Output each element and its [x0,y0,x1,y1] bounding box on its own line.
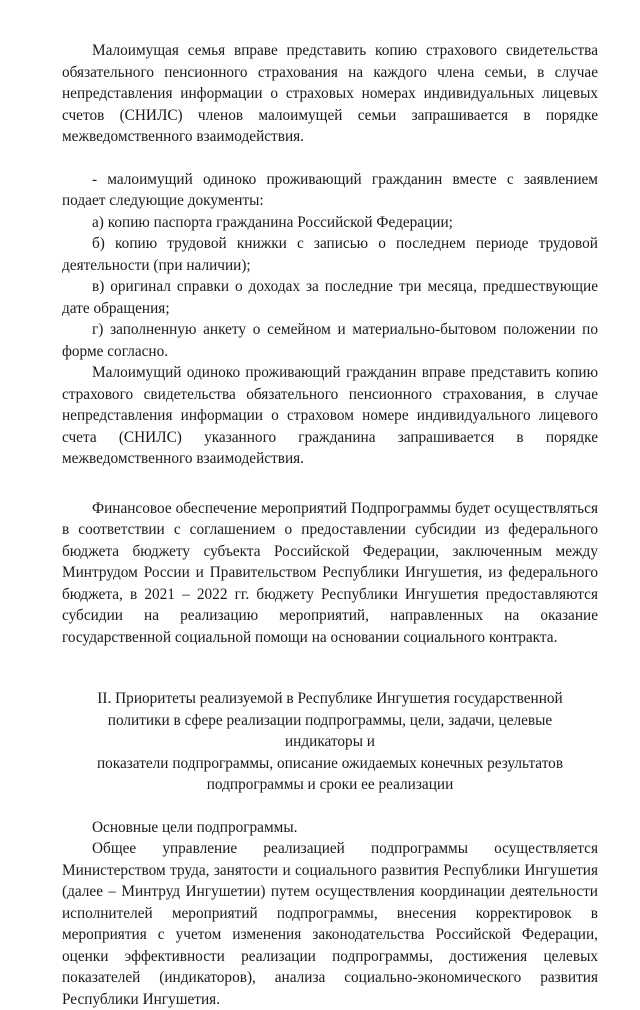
spacer [62,796,598,817]
list-item-income-certificate: в) оригинал справки о доходах за последние три месяца, предшествующие дате обращения; [62,278,598,317]
paragraph-goals-title: Основные цели подпрограммы. [92,818,298,836]
spacer [62,676,598,688]
document-page [62,40,598,1010]
spacer [62,148,598,169]
section-heading-line: политики в сфере реализации подпрограммы, цели, задачи, целевые индикаторы и [107,711,553,750]
list-item-work-book: б) копию трудовой книжки с записью о последнем периоде трудовой деятельности (при наличии); [62,235,598,274]
paragraph-family-snils: Малоимущая семья вправе представить копию страхового свидетельства обязательного пенсионного страхования на каждого члена семьи, в случае непредставления информации о страховых номерах индивидуальных лицевых счетов (СНИЛС) членов малоимущей семьи запрашивается в порядке межведомственного взаимодействия. [62,42,598,145]
spacer [62,470,598,498]
paragraph-financing: Финансовое обеспечение мероприятий Подпрограммы будет осуществляться в соответствии с соглашением о предоставлении субсидии из федерального бюджета бюджету субъекта Российской Федерации, заключенным между Минтрудом России и Правительством Республики Ингушетия, из федерального бюджета, в 2021 – 2022 гг. бюджету Республики Ингушетия предоставляются субсидии на реализацию мероприятий, направленных на оказание государственной социальной помощи на основании социального контракта. [62,499,598,646]
paragraph-single-snils: Малоимущий одиноко проживающий гражданин вправе представить копию страхового свидетельства обязательного пенсионного страхования, в случае непредставления информации о страховом номере индивидуального лицевого счета (СНИЛС) указанного гражданина запрашивается в порядке межведомственного взаимодействия. [62,364,598,467]
section-heading [62,688,598,796]
paragraph-management: Общее управление реализацией подпрограммы осуществляется Министерством труда, занятости и социального развития Республики Ингушетия (далее – Минтруд Ингушетии) путем осуществления координации деятельности исполнителей мероприятий подпрограммы, внесения корректировок в мероприятия с учетом изменения законодательства Российской Федерации, оценки эффективности реализации подпрограммы, достижения целевых показателей (индикаторов), анализа социально-экономического развития Республики Ингушетия. [62,840,598,1008]
spacer [62,648,598,676]
list-item-questionnaire: г) заполненную анкету о семейном и материально-бытовом положении по форме согласно. [62,321,598,360]
paragraph-single-citizen-intro: - малоимущий одиноко проживающий гражданин вместе с заявлением подает следующие документы: [62,170,598,209]
list-item-passport: а) копию паспорта гражданина Российской Федерации; [92,213,453,231]
section-heading-line: подпрограммы и сроки ее реализации [206,776,454,793]
section-heading-line: II. Приоритеты реализуемой в Республике Ингушетия государственной [97,690,563,707]
section-heading-line: показатели подпрограммы, описание ожидаемых конечных результатов [96,754,564,772]
